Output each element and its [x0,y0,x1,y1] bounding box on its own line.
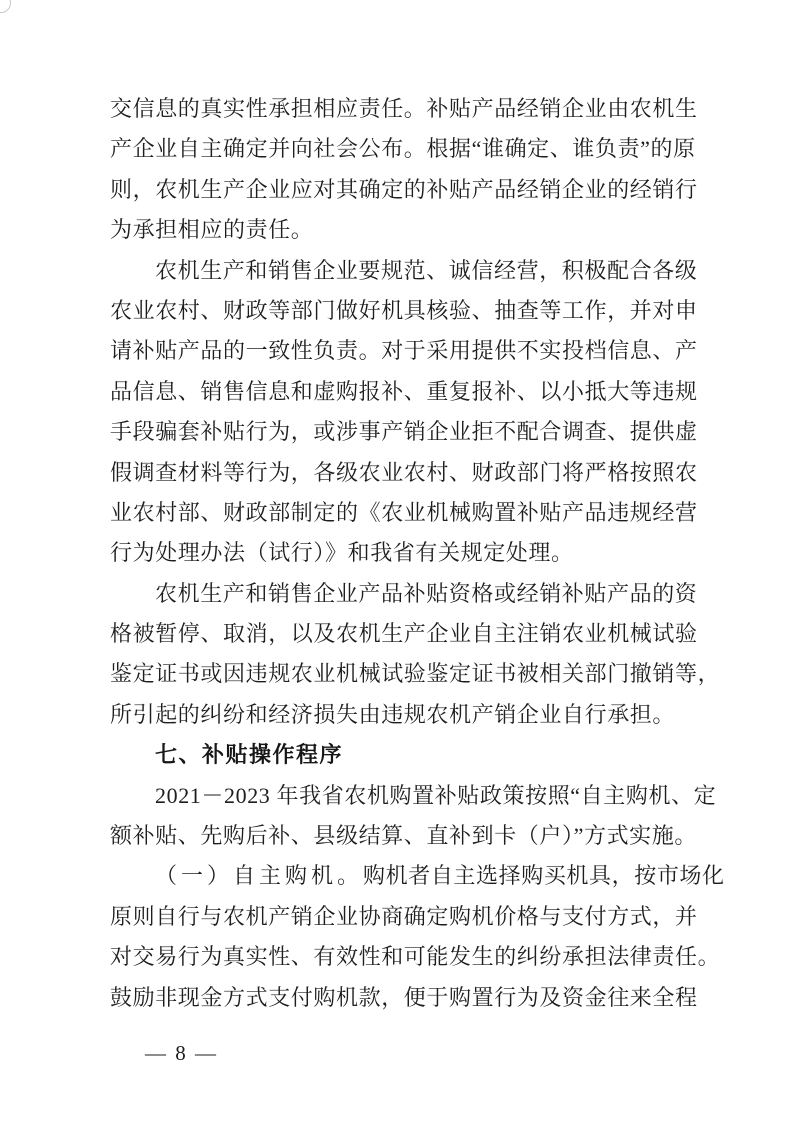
text-line-rest: 购机者自主选择购买机具，按市场化 [363,863,725,889]
text-line: 农机生产和销售企业要规范、诚信经营，积极配合各级 [155,257,698,283]
sub-item-label: （一）自主购机。 [155,863,364,889]
text-line [110,856,725,896]
section-heading: 七、补贴操作程序 [155,742,344,768]
text-line: 为承担相应的责任。 [110,217,314,243]
text-line: 品信息、销售信息和虚购报补、重复报补、以小抵大等违规 [110,378,698,404]
text-line: 所引起的纠纷和经济损失由违规农机产销企业自行承担。 [110,701,676,727]
text-line: 假调查材料等行为，各级农业农村、财政部门将严格按照农 [110,459,698,485]
text-line: 产企业自主确定并向社会公布。根据“谁确定、谁负责”的原 [110,136,696,162]
text-line: 则，农机生产企业应对其确定的补贴产品经销企业的经销行 [110,176,698,202]
text-line: 手段骗套补贴行为，或涉事产销企业拒不配合调查、提供虚 [110,419,698,445]
text-line: 鼓励非现金方式支付购机款，便于购置行为及资金往来全程 [110,984,698,1010]
text-line: 农业农村、财政等部门做好机具核验、抽查等工作，并对申 [110,297,698,323]
text-line: 原则自行与农机产销企业协商确定购机价格与支付方式，并 [110,903,698,929]
text-line: 2021－2023 年我省农机购置补贴政策按照“自主购机、定 [155,782,717,808]
document-body [110,89,725,1018]
text-line: 交信息的真实性承担相应责任。补贴产品经销企业由农机生 [110,96,698,121]
text-line: 额补贴、先购后补、县级结算、直补到卡（户）”方式实施。 [110,823,697,849]
scan-artifact-circle [0,0,11,13]
text-line: 对交易行为真实性、有效性和可能发生的纠纷承担法律责任。 [110,944,721,970]
text-line: 鉴定证书或因违规农业机械试验鉴定证书被相关部门撤销等， [110,661,721,687]
page-number: — 8 — [145,1041,218,1065]
text-line: 格被暂停、取消，以及农机生产企业自主注销农业机械试验 [110,621,698,647]
text-line: 请补贴产品的一致性负责。对于采用提供不实投档信息、产 [110,338,698,364]
text-line: 农机生产和销售企业产品补贴资格或经销补贴产品的资 [155,580,698,606]
text-line: 业农村部、财政部制定的《农业机械购置补贴产品违规经营 [110,499,698,525]
text-line: 行为处理办法（试行）》和我省有关规定处理。 [110,540,574,566]
